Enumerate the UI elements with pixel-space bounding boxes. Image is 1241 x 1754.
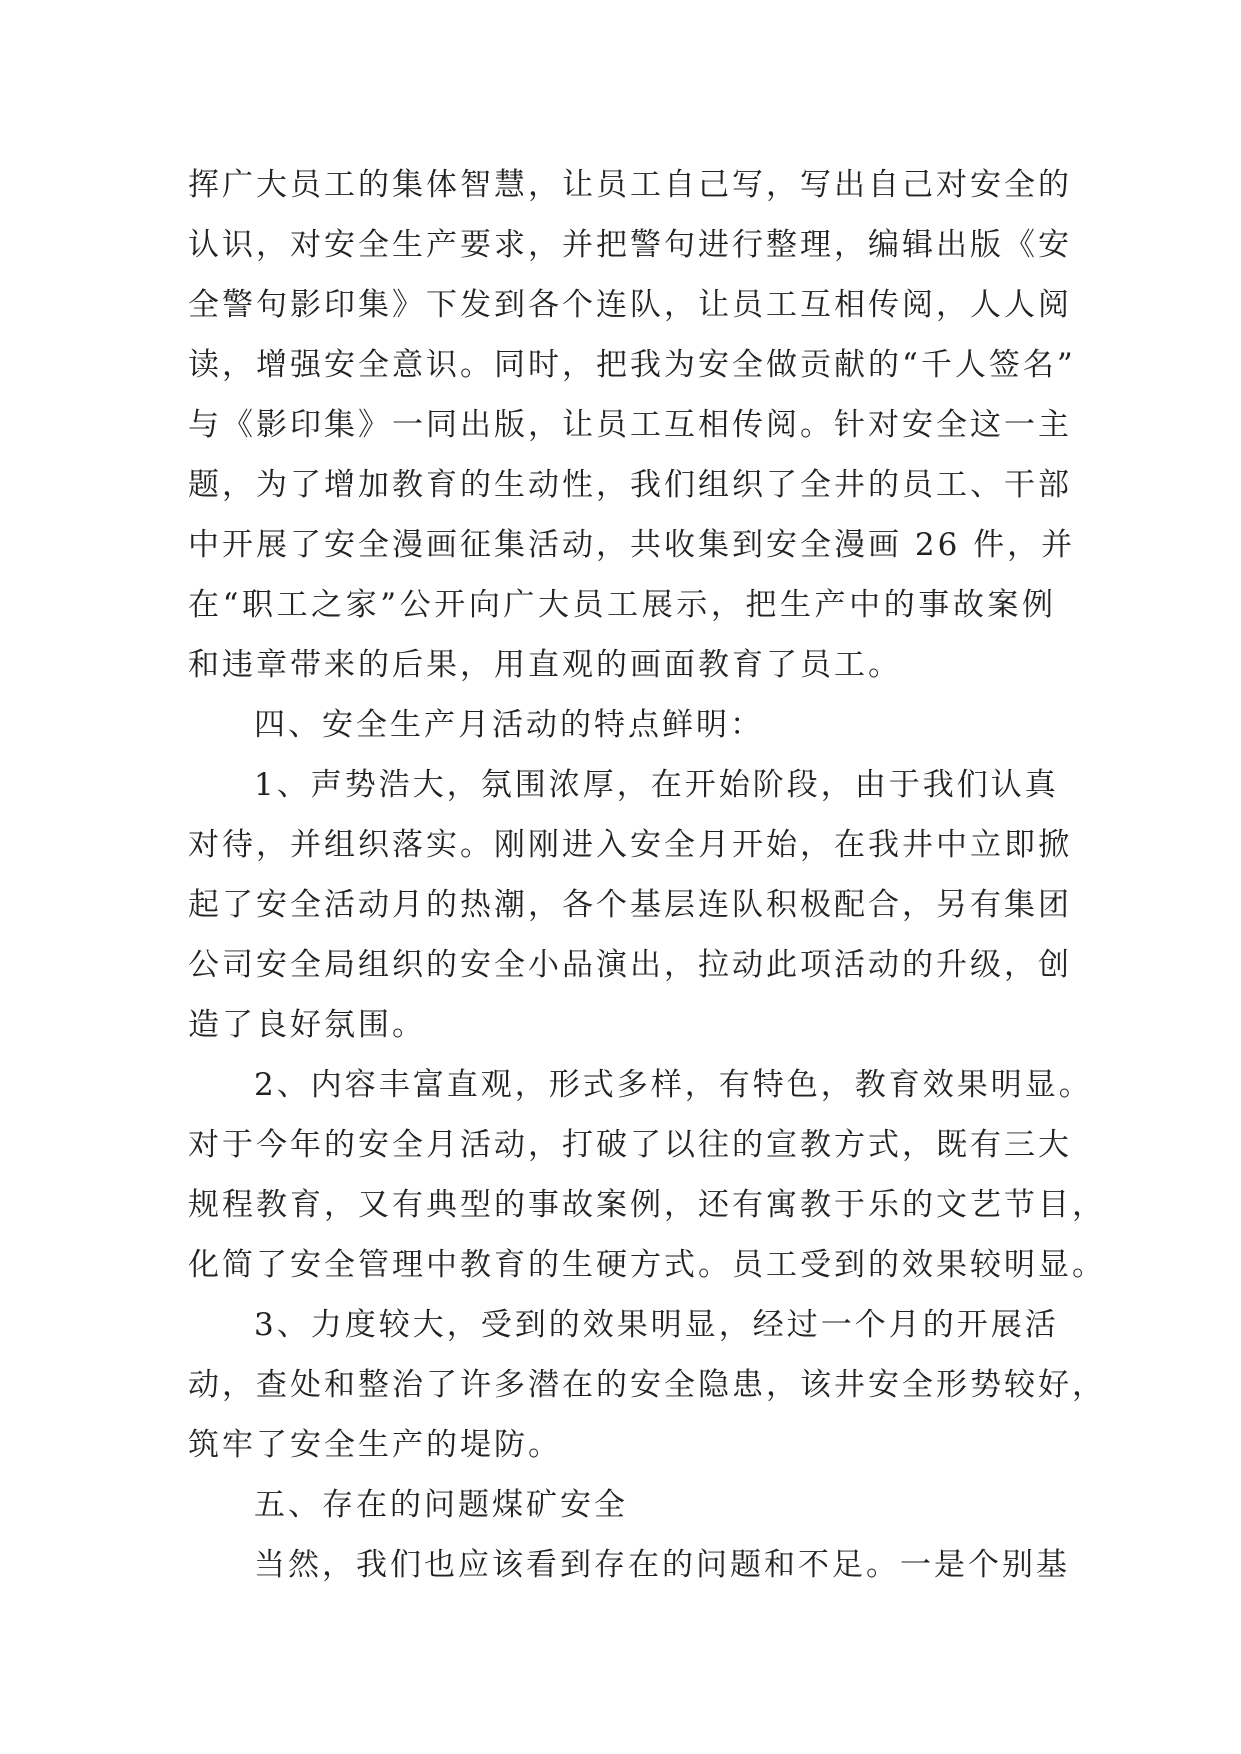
text-line: 化简了安全管理中教育的生硬方式。员工受到的效果较明显。 (188, 1247, 1106, 1283)
text-line: 对待，并组织落实。刚刚进入安全月开始，在我井中立即掀 (188, 827, 1072, 863)
text-line: 公司安全局组织的安全小品演出，拉动此项活动的升级，创 (188, 947, 1072, 983)
text-line: 读，增强安全意识。同时，把我为安全做贡献的“千人签名” (188, 347, 1076, 383)
text-line: 全警句影印集》下发到各个连队，让员工互相传阅，人人阅 (188, 287, 1072, 323)
text-line: 当然，我们也应该看到存在的问题和不足。一是个别基 (254, 1547, 1070, 1583)
text-line: 造了良好氛围。 (188, 1007, 426, 1043)
text-line: 在“职工之家”公开向广大员工展示，把生产中的事故案例 (188, 587, 1056, 623)
text-line: 筑牢了安全生产的堤防。 (188, 1427, 562, 1463)
text-line: 2、内容丰富直观，形式多样，有特色，教育效果明显。 (254, 1067, 1093, 1103)
text-line: 认识，对安全生产要求，并把警句进行整理，编辑出版《安 (188, 227, 1072, 263)
text-line: 规程教育，又有典型的事故案例，还有寓教于乐的文艺节目， (188, 1187, 1106, 1223)
text-line: 1、声势浩大，氛围浓厚，在开始阶段，由于我们认真 (254, 767, 1059, 803)
text-line: 起了安全活动月的热潮，各个基层连队积极配合，另有集团 (188, 887, 1072, 923)
text-line: 3、力度较大，受到的效果明显，经过一个月的开展活 (254, 1307, 1059, 1343)
text-line: 题，为了增加教育的生动性，我们组织了全井的员工、干部 (188, 467, 1072, 503)
document-body-text (188, 155, 1106, 1595)
text-line: 中开展了安全漫画征集活动，共收集到安全漫画 26 件，并 (188, 527, 1076, 563)
text-line: 和违章带来的后果，用直观的画面教育了员工。 (188, 647, 902, 683)
text-line: 挥广大员工的集体智慧，让员工自己写，写出自己对安全的 (188, 167, 1072, 203)
text-line: 对于今年的安全月活动，打破了以往的宣教方式，既有三大 (188, 1127, 1072, 1163)
text-line: 与《影印集》一同出版，让员工互相传阅。针对安全这一主 (188, 407, 1072, 443)
text-line: 五、存在的问题煤矿安全 (254, 1487, 628, 1523)
text-line: 动，查处和整治了许多潜在的安全隐患，该井安全形势较好， (188, 1367, 1106, 1403)
text-line: 四、安全生产月活动的特点鲜明： (254, 707, 764, 743)
